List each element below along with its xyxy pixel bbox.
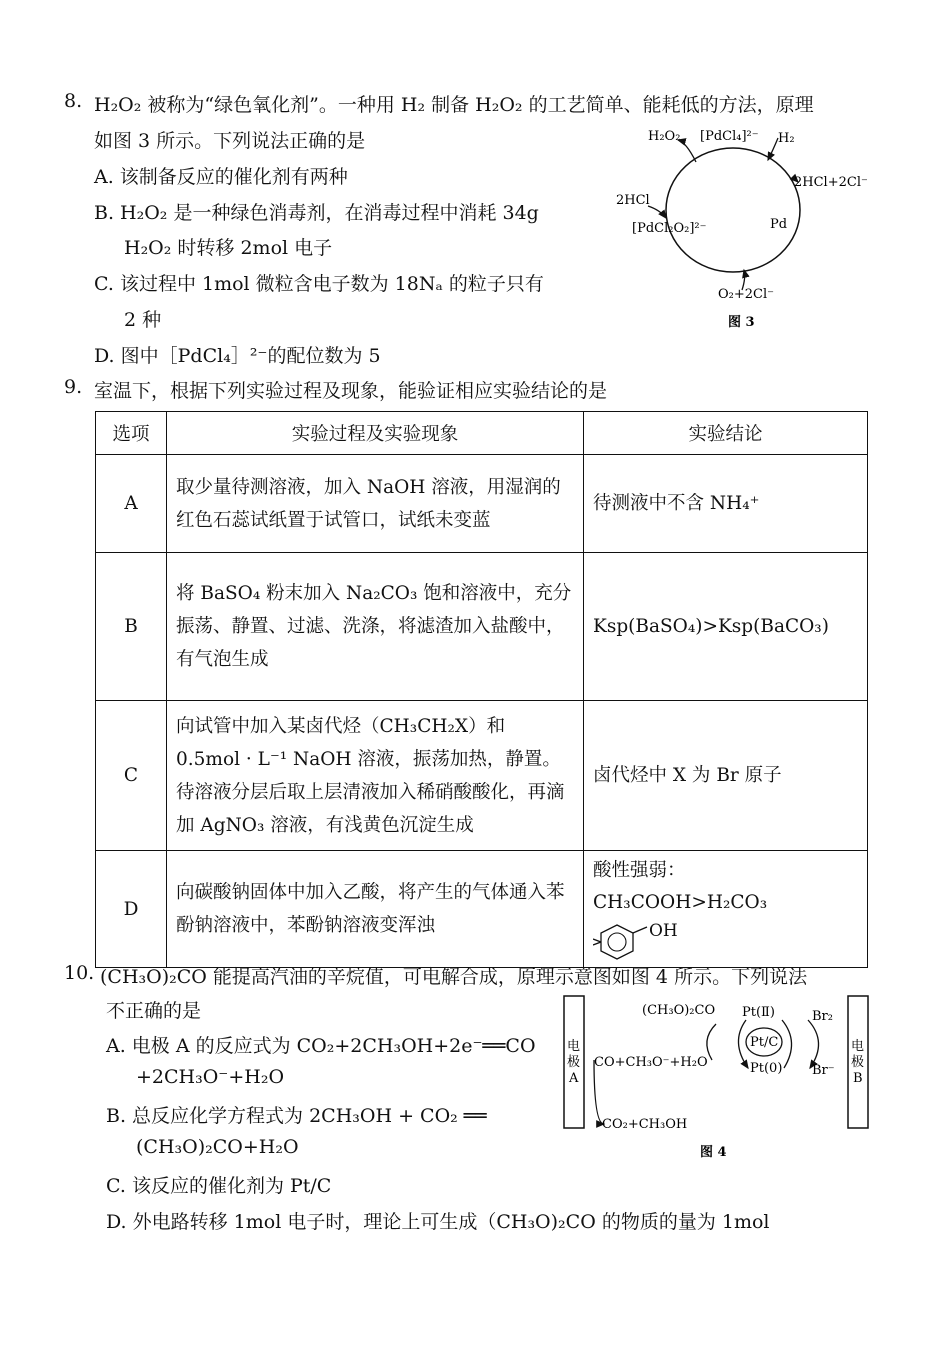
figure-3-caption: 图 3	[728, 315, 755, 330]
h2-in-arrow	[768, 138, 778, 160]
table-row	[96, 553, 868, 701]
q10-number: 10.	[64, 962, 95, 984]
electrode-a-char-1: 电	[567, 1039, 581, 1054]
row-conclusion-cell	[584, 851, 868, 968]
arc-br	[808, 1020, 819, 1068]
label-h2o2: H₂O₂	[648, 129, 681, 144]
catalytic-cycle-ring	[666, 148, 800, 272]
experiment-table	[95, 411, 868, 968]
electrode-a-char-3: A	[569, 1071, 579, 1086]
row-conclusion: 酸性强弱：CH₃COOH>H₂CO₃	[593, 860, 768, 913]
label-br2: Br₂	[812, 1009, 833, 1024]
q10-stem-line1: (CH₃O)₂CO 能提高汽油的辛烷值，可电解合成，原理示意图如图 4 所示。下列说法	[100, 966, 808, 988]
label-mid: CO+CH₃O⁻+H₂O	[594, 1055, 708, 1070]
h2o2-out-arrow	[678, 140, 696, 162]
label-pd: Pd	[770, 217, 788, 232]
q10-option-b-line2: (CH₃O)₂CO+H₂O	[136, 1136, 299, 1158]
row-process: 向碳酸钠固体中加入乙酸，将产生的气体通入苯酚钠溶液中，苯酚钠溶液变浑浊	[167, 851, 584, 968]
label-o2: O₂+2Cl⁻	[718, 287, 774, 302]
row-option: C	[96, 701, 167, 851]
label-pdcl2o2: [PdCl₂O₂]²⁻	[632, 221, 707, 236]
arc-mid-left	[707, 1024, 716, 1060]
q8-option-b-line1: B. H₂O₂ 是一种绿色消毒剂，在消毒过程中消耗 34g	[94, 202, 539, 224]
figure-4-caption: 图 4	[700, 1145, 727, 1160]
figure-4-diagram	[560, 990, 872, 1166]
q10-option-c: C. 该反应的催化剂为 Pt/C	[106, 1175, 332, 1197]
row-conclusion: 卤代烃中 X 为 Br 原子	[584, 701, 868, 851]
arc-pt-right	[782, 1020, 792, 1068]
phenol-oh-label: OH	[649, 921, 678, 941]
label-hcl-left: 2HCl	[616, 193, 650, 208]
q8-option-b-line2: H₂O₂ 时转移 2mol 电子	[124, 237, 333, 259]
label-br-minus: Br⁻	[812, 1063, 835, 1078]
figure-3-diagram	[608, 120, 878, 335]
label-pt2: Pt(Ⅱ)	[742, 1005, 775, 1020]
table-row	[96, 851, 868, 968]
header-conclusion: 实验结论	[584, 412, 868, 455]
label-ptc: Pt/C	[750, 1035, 779, 1050]
row-process: 取少量待测溶液，加入 NaOH 溶液，用湿润的红色石蕊试纸置于试管口，试纸未变蓝	[167, 455, 584, 553]
row-process: 向试管中加入某卤代烃（CH₃CH₂X）和 0.5mol · L⁻¹ NaOH 溶液，振荡加热，静置。待溶液分层后取上层清液加入稀硝酸酸化，再滴加 AgNO₃ 溶液，有浅黄色沉淀生成	[167, 701, 584, 851]
q8-option-d: D. 图中［PdCl₄］²⁻的配位数为 5	[94, 345, 381, 367]
header-process: 实验过程及实验现象	[167, 412, 584, 455]
electrode-b-char-3: B	[853, 1071, 863, 1086]
row-conclusion: 待测液中不含 NH₄⁺	[584, 455, 868, 553]
label-product: (CH₃O)₂CO	[642, 1003, 716, 1018]
label-reactants: CO₂+CH₃OH	[602, 1117, 688, 1132]
q10-stem-line2: 不正确的是	[106, 1000, 202, 1022]
q10-option-a-line1: A. 电极 A 的反应式为 CO₂+2CH₃OH+2e⁻══CO	[106, 1035, 536, 1057]
q8-option-c-line1: C. 该过程中 1mol 微粒含电子数为 18Nₐ 的粒子只有	[94, 273, 544, 295]
q10-option-a-line2: +2CH₃O⁻+H₂O	[136, 1066, 285, 1088]
table-header-row	[96, 412, 868, 455]
q8-stem-line2: 如图 3 所示。下列说法正确的是	[94, 130, 366, 152]
q10-option-b-line1: B. 总反应化学方程式为 2CH₃OH + CO₂ ══	[106, 1105, 487, 1127]
row-option: D	[96, 851, 167, 968]
q8-option-a: A. 该制备反应的催化剂有两种	[94, 166, 348, 188]
row-conclusion: Ksp(BaSO₄)>Ksp(BaCO₃)	[584, 553, 868, 701]
q10-option-d: D. 外电路转移 1mol 电子时，理论上可生成（CH₃O)₂CO 的物质的量为 1mol	[106, 1211, 770, 1233]
q9-number: 9.	[64, 376, 83, 398]
table-row	[96, 455, 868, 553]
label-h2: H₂	[778, 131, 795, 146]
q8-stem-line1: H₂O₂ 被称为“绿色氧化剂”。一种用 H₂ 制备 H₂O₂ 的工艺简单、能耗低的方法，原理	[94, 94, 814, 116]
electrode-b-char-2: 极	[851, 1055, 865, 1070]
table-row	[96, 701, 868, 851]
electrode-b-char-1: 电	[851, 1039, 865, 1054]
label-hcl-right: 2HCl+2Cl⁻	[794, 175, 868, 190]
electrode-a-char-2: 极	[567, 1055, 581, 1070]
label-pdcl4: [PdCl₄]²⁻	[700, 129, 759, 144]
phenol-structure	[593, 919, 858, 963]
q8-option-c-line2: 2 种	[124, 309, 162, 331]
row-option: A	[96, 455, 167, 553]
row-process: 将 BaSO₄ 粉末加入 Na₂CO₃ 饱和溶液中，充分振荡、静置、过滤、洗涤，将滤渣加入盐酸中，有气泡生成	[167, 553, 584, 701]
row-option: B	[96, 553, 167, 701]
header-option: 选项	[96, 412, 167, 455]
hcl-in-arrow	[648, 206, 666, 218]
q8-number: 8.	[64, 90, 83, 112]
label-pt0: Pt(0)	[750, 1061, 783, 1076]
q9-stem: 室温下，根据下列实验过程及现象，能验证相应实验结论的是	[94, 380, 608, 402]
